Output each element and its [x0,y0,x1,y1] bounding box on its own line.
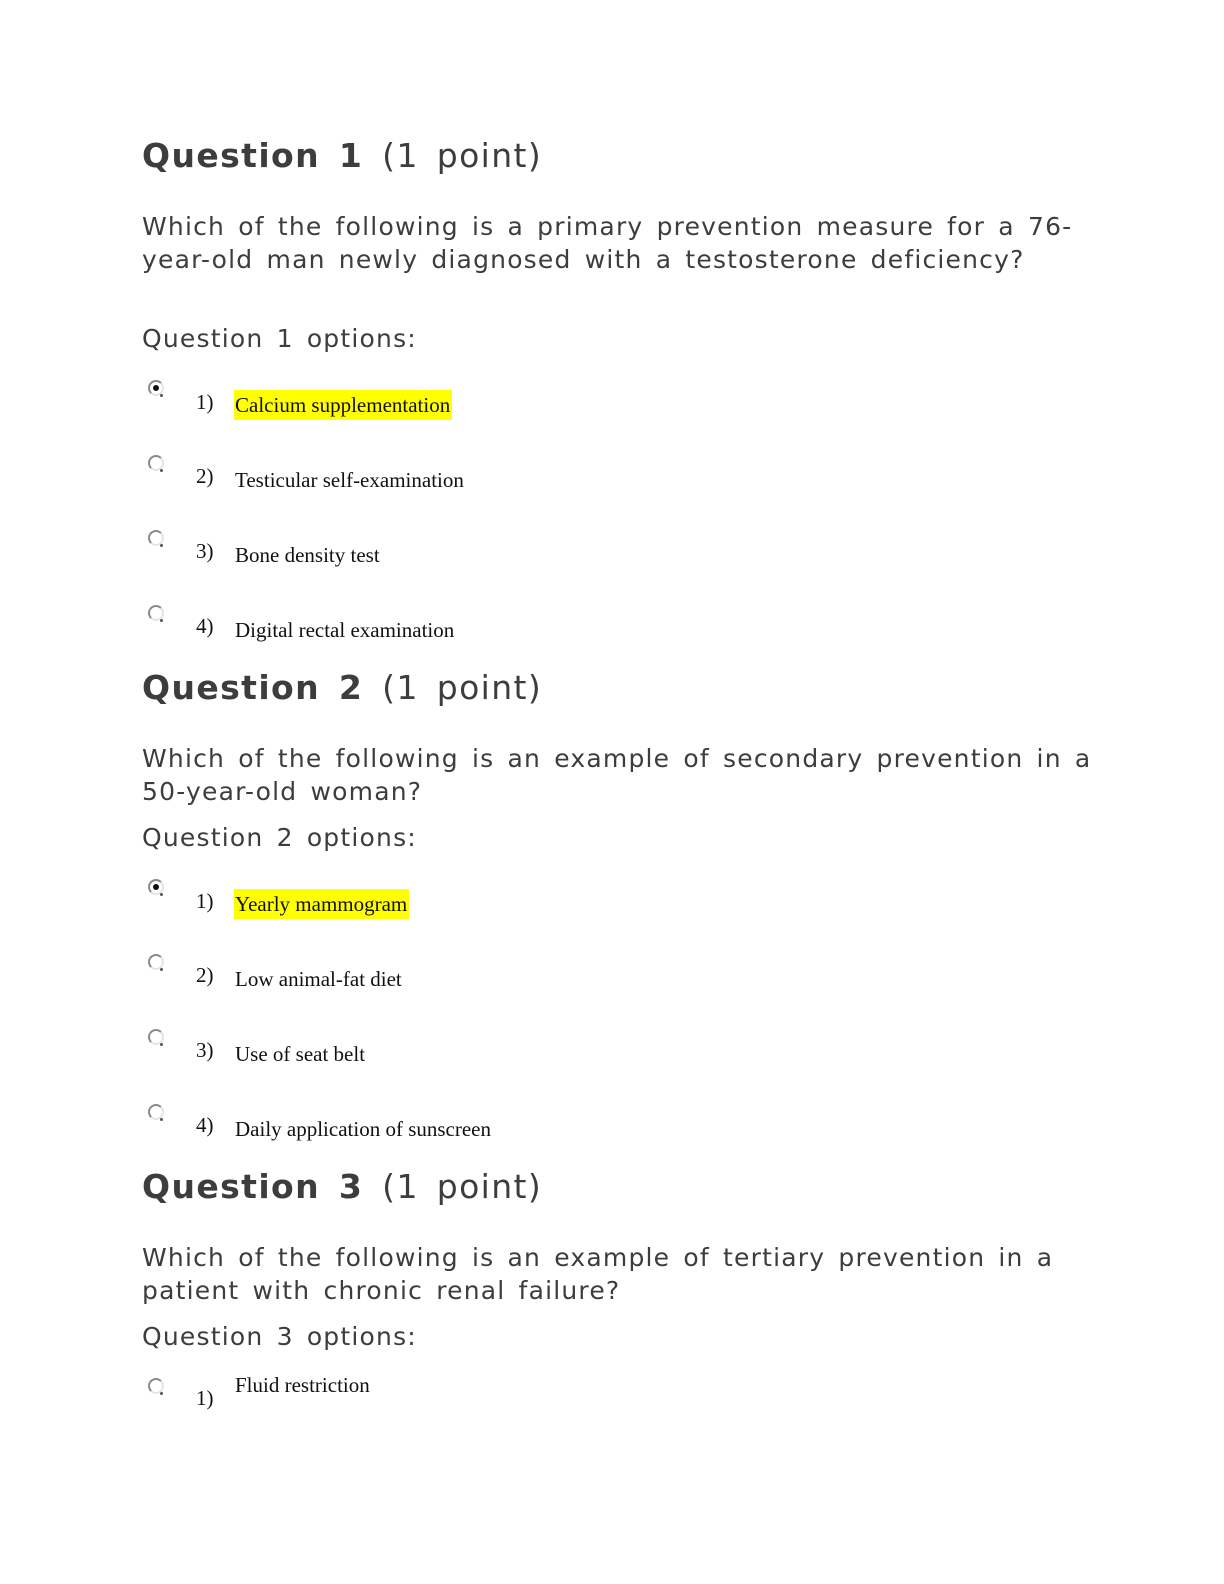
question-2-option-4-number: 4) [196,1113,214,1137]
question-2-option-2-text[interactable]: Low animal-fat diet [235,967,402,991]
question-1-option-4-radio[interactable] [148,605,164,621]
question-2-option-3-number: 3) [196,1038,214,1062]
question-2-option-4-radio[interactable] [148,1104,164,1120]
question-2-option-3-radio[interactable] [148,1029,164,1045]
question-1-title [142,136,542,176]
question-2-options-label: Question 2 options: [142,823,417,852]
question-1-option-2-text[interactable]: Testicular self-examination [235,468,464,492]
question-2-label: Question 2 [142,668,364,707]
question-3-text: Which of the following is an example of tertiary prevention in a patient with chronic renal failure? [142,1243,1054,1305]
question-3-option-1-text[interactable]: Fluid restriction [235,1373,370,1397]
radio-selected-dot [153,884,159,890]
question-1-text: Which of the following is a primary prevention measure for a 76-year-old man newly diagnosed with a testosterone deficiency? [142,212,1073,274]
radio-selected-dot [153,385,159,391]
question-3-title [142,1167,542,1207]
question-2-option-1-radio[interactable] [148,879,164,895]
question-1-options-label: Question 1 options: [142,324,417,353]
question-3-option-1-radio[interactable] [148,1378,164,1394]
question-2-option-2-number: 2) [196,963,214,987]
question-2-points: (1 point) [382,668,543,707]
question-2-option-2-radio[interactable] [148,954,164,970]
question-3-points: (1 point) [382,1167,543,1206]
question-2-option-4-text[interactable]: Daily application of sunscreen [235,1117,491,1141]
question-2-option-1-text[interactable]: Yearly mammogram [234,889,409,919]
question-1-label: Question 1 [142,136,364,175]
question-3-label: Question 3 [142,1167,364,1206]
question-2-text: Which of the following is an example of secondary prevention in a 50-year-old woman? [142,744,1092,806]
question-1-option-1-text[interactable]: Calcium supplementation [234,390,452,420]
question-2-title [142,668,542,708]
question-1-option-3-number: 3) [196,539,214,563]
question-1-option-4-number: 4) [196,614,214,638]
question-1-option-3-radio[interactable] [148,530,164,546]
question-1-option-1-radio[interactable] [148,380,164,396]
question-1-option-1-number: 1) [196,390,214,414]
question-1-option-2-number: 2) [196,464,214,488]
question-3-option-1-number: 1) [196,1386,214,1410]
question-2-option-1-number: 1) [196,889,214,913]
question-1-option-4-text[interactable]: Digital rectal examination [235,618,455,642]
question-2-option-3-text[interactable]: Use of seat belt [235,1042,366,1066]
question-1-option-2-radio[interactable] [148,455,164,471]
question-3-options-label: Question 3 options: [142,1322,417,1351]
question-1-points: (1 point) [382,136,543,175]
question-1-option-3-text[interactable]: Bone density test [235,543,380,567]
